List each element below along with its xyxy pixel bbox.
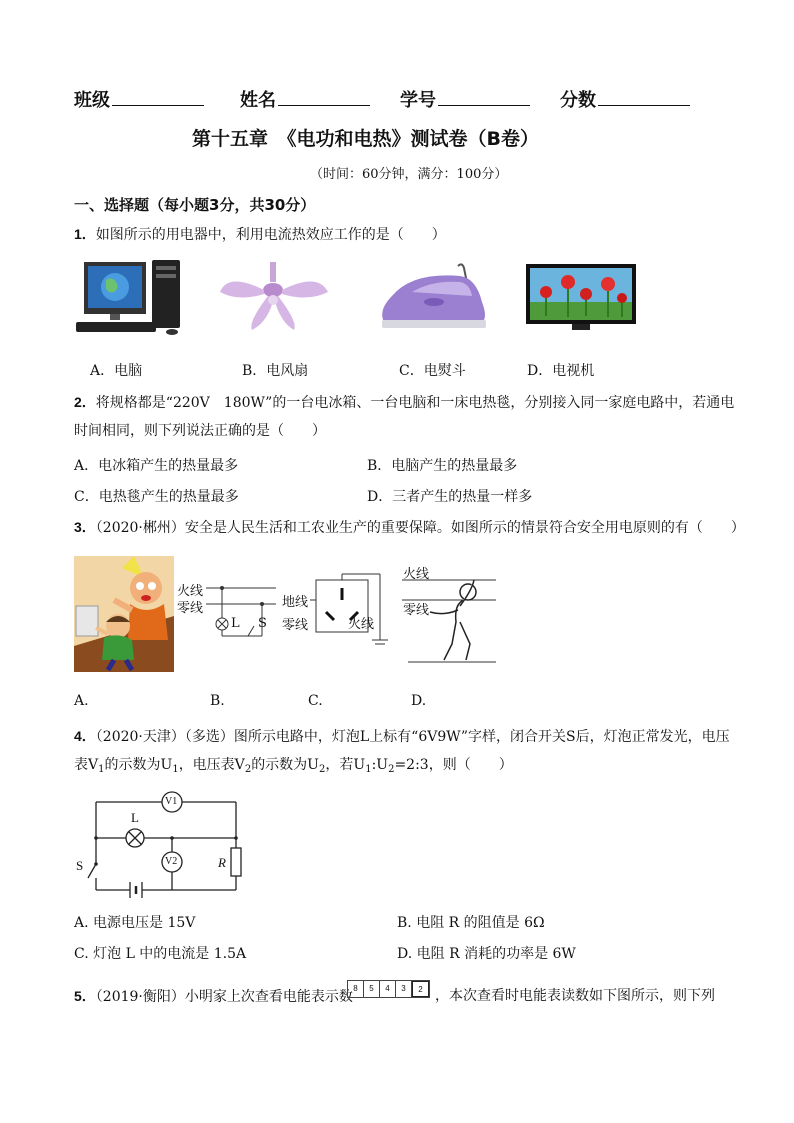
q3-option-a[interactable]: A. xyxy=(74,693,89,709)
electric-iron-image xyxy=(372,262,494,332)
v1-label: V1 xyxy=(165,796,178,807)
q1-option-c[interactable]: C．电熨斗 xyxy=(399,363,466,379)
question-number: 3． xyxy=(74,519,96,535)
ceiling-fan-image xyxy=(218,262,330,332)
switch-label: S xyxy=(76,858,84,873)
question-3 xyxy=(74,516,745,539)
switch-symbol xyxy=(248,626,254,636)
page-title: 第十五章 《电功和电热》测试卷（B卷） xyxy=(192,128,539,150)
q1-option-a[interactable]: A．电脑 xyxy=(90,363,143,379)
q3-figure-c-socket xyxy=(280,574,390,648)
television-image xyxy=(524,262,638,334)
question-number: 2． xyxy=(74,394,96,410)
name-field xyxy=(240,86,370,112)
q3d-neutral-label: 零线 xyxy=(403,603,430,618)
id-label: 学号 xyxy=(400,90,436,111)
q2-option-d[interactable]: D．三者产生的热量一样多 xyxy=(367,489,533,505)
q2-option-a[interactable]: A．电冰箱产生的热量最多 xyxy=(74,458,239,474)
id-field xyxy=(400,86,530,112)
q2-option-c[interactable]: C．电热毯产生的热量最多 xyxy=(74,489,239,505)
resistor-label: R xyxy=(218,855,226,870)
q3-option-c[interactable]: C. xyxy=(308,693,323,709)
q3c-neutral-label: 零线 xyxy=(282,618,309,633)
battery xyxy=(130,882,142,898)
question-text: 如图所示的用电器中，利用电流热效应工作的是（ ） xyxy=(95,227,446,243)
lamp-l xyxy=(126,829,144,847)
lamp-label: L xyxy=(131,810,139,825)
meter-digit-decimal: 2 xyxy=(412,981,429,997)
q3d-fire-label: 火线 xyxy=(403,567,430,582)
v2-label: V2 xyxy=(165,856,178,867)
switch-s xyxy=(88,864,96,878)
q2-option-b[interactable]: B．电脑产生的热量最多 xyxy=(367,458,518,474)
name-label: 姓名 xyxy=(240,90,276,111)
question-1 xyxy=(74,223,446,246)
meter-digit: 4 xyxy=(380,981,396,997)
q1-option-d[interactable]: D．电视机 xyxy=(527,363,595,379)
q3c-fire-label: 火线 xyxy=(348,617,375,632)
q4-option-a[interactable]: A. 电源电压是 15V xyxy=(74,915,196,931)
name-blank[interactable] xyxy=(278,87,370,106)
computer-image xyxy=(74,258,184,338)
class-field xyxy=(74,86,204,112)
q3b-lamp-label: L xyxy=(231,616,240,631)
energy-meter-reading xyxy=(347,980,430,998)
q3b-switch-label: S xyxy=(258,616,267,631)
question-number: 1． xyxy=(74,226,96,242)
question-text: （2019·衡阳）小明家上次查看电能表示数 xyxy=(95,989,353,1005)
q3-option-d[interactable]: D. xyxy=(411,693,427,709)
meter-digit: 3 xyxy=(396,981,412,997)
q4-circuit-diagram xyxy=(78,792,242,896)
question-2-line2: 时间相同，则下列说法正确的是（ ） xyxy=(74,423,326,439)
q3-option-b[interactable]: B. xyxy=(210,693,225,709)
q4-option-d[interactable]: D. 电阻 R 消耗的功率是 6W xyxy=(397,946,576,962)
question-5 xyxy=(74,985,353,1008)
score-field xyxy=(560,86,690,112)
q1-option-b[interactable]: B．电风扇 xyxy=(242,363,309,379)
question-text: 将规格都是“220V 180W”的一台电冰箱、一台电脑和一床电热毯，分别接入同一家庭电路中，若通电 xyxy=(95,395,735,411)
question-text: （2020·天津）（多选）图所示电路中，灯泡L上标有“6V9W”字样，闭合开关S后，灯泡正常发光，电压 xyxy=(95,729,730,745)
question-4 xyxy=(74,725,730,748)
question-5-continued: ，本次查看时电能表读数如下图所示，则下列 xyxy=(435,988,715,1004)
score-blank[interactable] xyxy=(598,87,690,106)
question-number: 4． xyxy=(74,728,96,744)
meter-digit: 8 xyxy=(348,981,364,997)
question-number: 5． xyxy=(74,988,96,1004)
page-subtitle: （时间：60分钟，满分：100分） xyxy=(310,167,508,182)
section-title: 一、选择题（每小题3分，共30分） xyxy=(74,196,316,214)
q3c-ground-label: 地线 xyxy=(282,595,309,610)
question-4-line2: 表$V_1$的示数为$U_1$，电压表$V_2$的示数为$U_2$，若$U_1:U_2=2:3$，则（ ） xyxy=(74,757,513,775)
resistor-r xyxy=(231,848,241,876)
question-text: （2020·郴州）安全是人民生活和工农业生产的重要保障。如图所示的情景符合安全用电原则的有（ ） xyxy=(95,520,745,536)
q4-option-c[interactable]: C. 灯泡 L 中的电流是 1.5A xyxy=(74,946,247,962)
q3b-fire-label: 火线 xyxy=(177,584,204,599)
q3-figure-a-cartoon xyxy=(74,556,174,672)
question-2 xyxy=(74,391,734,414)
score-label: 分数 xyxy=(560,90,596,111)
q3b-neutral-label: 零线 xyxy=(177,601,204,616)
q4-option-b[interactable]: B. 电阻 R 的阻值是 6Ω xyxy=(397,915,545,931)
class-label: 班级 xyxy=(74,90,110,111)
id-blank[interactable] xyxy=(438,87,530,106)
class-blank[interactable] xyxy=(112,87,204,106)
meter-digit: 5 xyxy=(364,981,380,997)
